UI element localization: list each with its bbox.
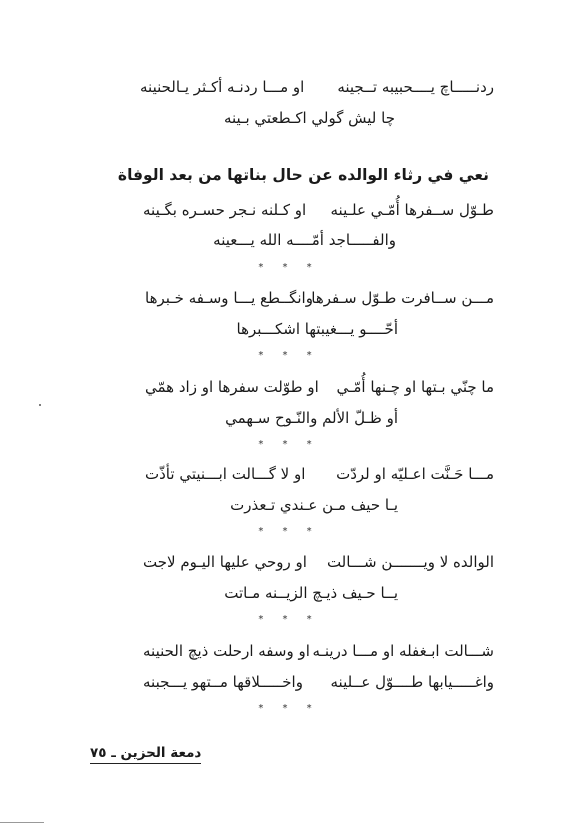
stanza-separator: * * * [258, 350, 320, 361]
stanza-separator: * * * [258, 439, 320, 450]
verse-line: أو ظـلّ الألم والنّـوح سـهمي [225, 409, 398, 427]
verse-line-left: او لا گـــالت ابـــنيتي تأذّت [145, 465, 306, 483]
verse-line: والفـــــاجد أمّــــه الله يـــعينه [213, 231, 396, 249]
verse-line-right: مـــن ســافرت طـوّل سـفرها [311, 289, 494, 307]
section-title: نعي في رثاء الوالده عن حال بناتها من بعد الوفاة [117, 166, 489, 184]
verse-line-left: واخـــــلاقها مــتهو يـــجبنه [143, 673, 303, 691]
verse-line-left: او مـــا ردنـه أكـثر يـالحنينه [140, 78, 305, 96]
verse-line-left: وانگــطع يـــا وسـفه خـبرها [145, 289, 313, 307]
stanza-separator: * * * [258, 262, 320, 273]
stanza-separator: * * * [258, 703, 320, 714]
stanza-separator: * * * [258, 526, 320, 537]
footer-dash: ـ [111, 745, 116, 761]
verse-line-left: او طوّلت سفرها او زاد همّي [145, 378, 319, 396]
verse-line-right: طـوّل ســفرها أُمّـي علـينه [330, 201, 494, 219]
verse-line: يـا حيف مـن عـندي تـعذرت [230, 496, 398, 514]
scan-speck [39, 404, 41, 406]
verse-line-left: او كـلنه نـجر حسـره بگـينه [143, 201, 307, 219]
verse-line-right: شـــالت ابـغفله او مـــا درينـه [312, 642, 494, 660]
verse-line: يــا حـيف ذيـچ الزيــنه مـاتت [224, 584, 398, 602]
verse-line: أحّــــو يـــغيبتها اشكـــبرها [236, 320, 398, 338]
verse-line-right: ردنـــــاچ يــــحبيبه تــجينه [337, 78, 494, 96]
verse-line-right: الوالده لا ويـــــــن شـــالت [326, 553, 494, 571]
verse-line-right: مـــا حَـنَّت اعـليّه او لردّت [336, 465, 494, 483]
bottom-rule [0, 822, 44, 823]
verse-line-right: واغـــــيابها طــــوّل عــلينه [330, 673, 494, 691]
verse-line: چا ليش گولي اكـطعتي بـينه [223, 109, 395, 127]
page-footer [90, 745, 201, 764]
stanza-separator: * * * [258, 614, 320, 625]
book-title: دمعة الحزين [120, 745, 202, 761]
page-number: ٧٥ [90, 745, 107, 761]
verse-line-right: ما چنّي بـتها او چـنها أُمّـي [336, 378, 494, 396]
verse-line-left: او روحي عليها اليـوم لاجت [143, 553, 307, 571]
verse-line-left: او وسفه ارحلت ذيچ الحنينه [143, 642, 310, 660]
